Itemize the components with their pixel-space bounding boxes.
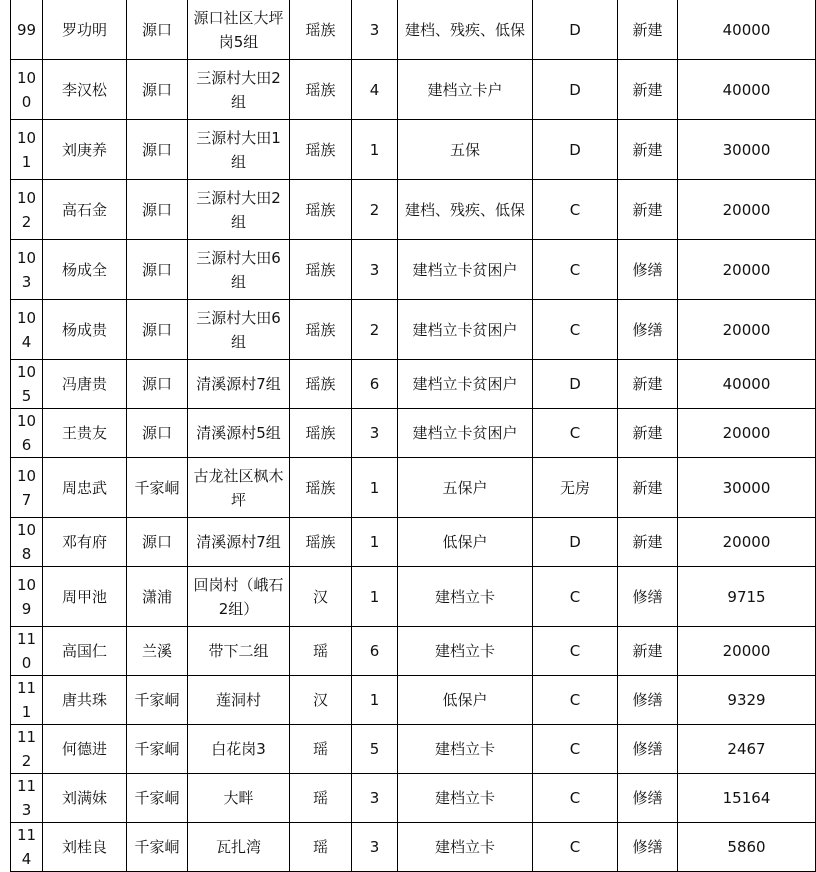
subsidy-amount-cell: 40000 <box>678 60 816 120</box>
table-row <box>11 774 816 823</box>
subsidy-amount-cell: 30000 <box>678 120 816 180</box>
subsidy-amount-cell: 20000 <box>678 627 816 676</box>
housing-grade-cell: D <box>533 0 618 60</box>
name-cell: 刘桂良 <box>43 823 127 872</box>
ethnicity-cell: 瑶 <box>290 725 352 774</box>
name-cell: 周忠武 <box>43 458 127 518</box>
table-row <box>11 627 816 676</box>
subsidy-amount-cell: 20000 <box>678 409 816 458</box>
name-cell: 李汉松 <box>43 60 127 120</box>
category-cell: 建档立卡户 <box>398 60 533 120</box>
table-row <box>11 300 816 360</box>
subsidy-amount-cell: 20000 <box>678 180 816 240</box>
township-cell: 源口 <box>127 409 188 458</box>
household-size-cell: 3 <box>352 0 398 60</box>
township-cell: 千家峒 <box>127 823 188 872</box>
household-size-cell: 5 <box>352 725 398 774</box>
housing-grade-cell: C <box>533 240 618 300</box>
ethnicity-cell: 瑶 <box>290 774 352 823</box>
ethnicity-cell: 瑶族 <box>290 518 352 567</box>
category-cell: 建档立卡贫困户 <box>398 409 533 458</box>
row-number-cell: 112 <box>11 725 43 774</box>
work-type-cell: 新建 <box>618 180 678 240</box>
address-cell: 大畔 <box>188 774 290 823</box>
address-cell: 三源村大田2组 <box>188 180 290 240</box>
work-type-cell: 修缮 <box>618 300 678 360</box>
housing-grade-cell: C <box>533 725 618 774</box>
township-cell: 源口 <box>127 0 188 60</box>
housing-grade-cell: C <box>533 567 618 627</box>
address-cell: 清溪源村7组 <box>188 518 290 567</box>
work-type-cell: 新建 <box>618 518 678 567</box>
row-number-cell: 100 <box>11 60 43 120</box>
category-cell: 建档、残疾、低保 <box>398 0 533 60</box>
name-cell: 冯唐贵 <box>43 360 127 409</box>
category-cell: 建档立卡 <box>398 627 533 676</box>
township-cell: 源口 <box>127 300 188 360</box>
work-type-cell: 新建 <box>618 360 678 409</box>
name-cell: 周甲池 <box>43 567 127 627</box>
subsidy-amount-cell: 30000 <box>678 458 816 518</box>
row-number-cell: 114 <box>11 823 43 872</box>
household-size-cell: 4 <box>352 60 398 120</box>
ethnicity-cell: 瑶 <box>290 627 352 676</box>
category-cell: 建档立卡 <box>398 567 533 627</box>
category-cell: 建档、残疾、低保 <box>398 180 533 240</box>
work-type-cell: 修缮 <box>618 567 678 627</box>
category-cell: 建档立卡 <box>398 774 533 823</box>
township-cell: 千家峒 <box>127 725 188 774</box>
address-cell: 源口社区大坪岗5组 <box>188 0 290 60</box>
ethnicity-cell: 瑶族 <box>290 300 352 360</box>
work-type-cell: 新建 <box>618 627 678 676</box>
table-row <box>11 360 816 409</box>
name-cell: 刘庚养 <box>43 120 127 180</box>
work-type-cell: 修缮 <box>618 676 678 725</box>
township-cell: 源口 <box>127 60 188 120</box>
household-size-cell: 3 <box>352 774 398 823</box>
housing-grade-cell: C <box>533 676 618 725</box>
township-cell: 源口 <box>127 240 188 300</box>
township-cell: 兰溪 <box>127 627 188 676</box>
township-cell: 源口 <box>127 120 188 180</box>
household-size-cell: 3 <box>352 409 398 458</box>
name-cell: 高国仁 <box>43 627 127 676</box>
address-cell: 三源村大田6组 <box>188 240 290 300</box>
housing-grade-cell: C <box>533 774 618 823</box>
table-row <box>11 180 816 240</box>
row-number-cell: 110 <box>11 627 43 676</box>
township-cell: 源口 <box>127 518 188 567</box>
work-type-cell: 新建 <box>618 60 678 120</box>
table-body <box>11 0 816 872</box>
name-cell: 杨成全 <box>43 240 127 300</box>
row-number-cell: 113 <box>11 774 43 823</box>
ethnicity-cell: 瑶 <box>290 823 352 872</box>
household-size-cell: 6 <box>352 627 398 676</box>
ethnicity-cell: 瑶族 <box>290 240 352 300</box>
name-cell: 王贵友 <box>43 409 127 458</box>
row-number-cell: 104 <box>11 300 43 360</box>
address-cell: 清溪源村7组 <box>188 360 290 409</box>
ethnicity-cell: 汉 <box>290 676 352 725</box>
housing-grade-cell: C <box>533 409 618 458</box>
name-cell: 唐共珠 <box>43 676 127 725</box>
household-size-cell: 1 <box>352 676 398 725</box>
category-cell: 低保户 <box>398 676 533 725</box>
category-cell: 建档立卡贫困户 <box>398 240 533 300</box>
subsidy-amount-cell: 2467 <box>678 725 816 774</box>
ethnicity-cell: 瑶族 <box>290 120 352 180</box>
table-row <box>11 120 816 180</box>
table-row <box>11 409 816 458</box>
housing-grade-cell: C <box>533 300 618 360</box>
work-type-cell: 修缮 <box>618 240 678 300</box>
address-cell: 清溪源村5组 <box>188 409 290 458</box>
subsidy-amount-cell: 40000 <box>678 360 816 409</box>
category-cell: 建档立卡 <box>398 725 533 774</box>
work-type-cell: 新建 <box>618 120 678 180</box>
ethnicity-cell: 瑶族 <box>290 409 352 458</box>
township-cell: 源口 <box>127 360 188 409</box>
category-cell: 建档立卡贫困户 <box>398 360 533 409</box>
household-size-cell: 1 <box>352 458 398 518</box>
ethnicity-cell: 瑶族 <box>290 180 352 240</box>
household-size-cell: 1 <box>352 120 398 180</box>
township-cell: 千家峒 <box>127 676 188 725</box>
name-cell: 高石金 <box>43 180 127 240</box>
row-number-cell: 108 <box>11 518 43 567</box>
household-table <box>10 0 816 872</box>
work-type-cell: 修缮 <box>618 725 678 774</box>
name-cell: 邓有府 <box>43 518 127 567</box>
housing-grade-cell: C <box>533 180 618 240</box>
row-number-cell: 105 <box>11 360 43 409</box>
table-row <box>11 725 816 774</box>
subsidy-amount-cell: 20000 <box>678 518 816 567</box>
name-cell: 杨成贵 <box>43 300 127 360</box>
row-number-cell: 102 <box>11 180 43 240</box>
housing-grade-cell: D <box>533 360 618 409</box>
category-cell: 建档立卡 <box>398 823 533 872</box>
address-cell: 白花岗3 <box>188 725 290 774</box>
ethnicity-cell: 瑶族 <box>290 458 352 518</box>
name-cell: 刘满妹 <box>43 774 127 823</box>
table-row <box>11 676 816 725</box>
housing-grade-cell: D <box>533 60 618 120</box>
ethnicity-cell: 汉 <box>290 567 352 627</box>
ethnicity-cell: 瑶族 <box>290 360 352 409</box>
housing-grade-cell: C <box>533 627 618 676</box>
township-cell: 源口 <box>127 180 188 240</box>
table-row <box>11 0 816 60</box>
household-size-cell: 1 <box>352 518 398 567</box>
table-row <box>11 60 816 120</box>
housing-grade-cell: 无房 <box>533 458 618 518</box>
category-cell: 低保户 <box>398 518 533 567</box>
ethnicity-cell: 瑶族 <box>290 0 352 60</box>
ethnicity-cell: 瑶族 <box>290 60 352 120</box>
township-cell: 潇浦 <box>127 567 188 627</box>
category-cell: 五保 <box>398 120 533 180</box>
work-type-cell: 新建 <box>618 0 678 60</box>
address-cell: 带下二组 <box>188 627 290 676</box>
row-number-cell: 101 <box>11 120 43 180</box>
work-type-cell: 修缮 <box>618 823 678 872</box>
name-cell: 罗功明 <box>43 0 127 60</box>
address-cell: 回岗村（峨石2组） <box>188 567 290 627</box>
housing-grade-cell: D <box>533 518 618 567</box>
township-cell: 千家峒 <box>127 774 188 823</box>
household-size-cell: 2 <box>352 180 398 240</box>
subsidy-amount-cell: 15164 <box>678 774 816 823</box>
subsidy-amount-cell: 9715 <box>678 567 816 627</box>
row-number-cell: 107 <box>11 458 43 518</box>
row-number-cell: 103 <box>11 240 43 300</box>
address-cell: 莲洞村 <box>188 676 290 725</box>
household-size-cell: 2 <box>352 300 398 360</box>
table-row <box>11 567 816 627</box>
table-row <box>11 518 816 567</box>
subsidy-amount-cell: 20000 <box>678 240 816 300</box>
address-cell: 瓦扎湾 <box>188 823 290 872</box>
subsidy-amount-cell: 20000 <box>678 300 816 360</box>
address-cell: 古龙社区枫木坪 <box>188 458 290 518</box>
township-cell: 千家峒 <box>127 458 188 518</box>
subsidy-amount-cell: 5860 <box>678 823 816 872</box>
household-size-cell: 1 <box>352 567 398 627</box>
row-number-cell: 106 <box>11 409 43 458</box>
work-type-cell: 新建 <box>618 409 678 458</box>
household-size-cell: 3 <box>352 240 398 300</box>
row-number-cell: 99 <box>11 0 43 60</box>
subsidy-amount-cell: 40000 <box>678 0 816 60</box>
table-row <box>11 240 816 300</box>
address-cell: 三源村大田1组 <box>188 120 290 180</box>
housing-grade-cell: D <box>533 120 618 180</box>
row-number-cell: 111 <box>11 676 43 725</box>
work-type-cell: 修缮 <box>618 774 678 823</box>
household-size-cell: 3 <box>352 823 398 872</box>
category-cell: 五保户 <box>398 458 533 518</box>
address-cell: 三源村大田2组 <box>188 60 290 120</box>
name-cell: 何德进 <box>43 725 127 774</box>
table-row <box>11 823 816 872</box>
row-number-cell: 109 <box>11 567 43 627</box>
housing-grade-cell: C <box>533 823 618 872</box>
table-row <box>11 458 816 518</box>
address-cell: 三源村大田6组 <box>188 300 290 360</box>
work-type-cell: 新建 <box>618 458 678 518</box>
category-cell: 建档立卡贫困户 <box>398 300 533 360</box>
subsidy-amount-cell: 9329 <box>678 676 816 725</box>
household-size-cell: 6 <box>352 360 398 409</box>
